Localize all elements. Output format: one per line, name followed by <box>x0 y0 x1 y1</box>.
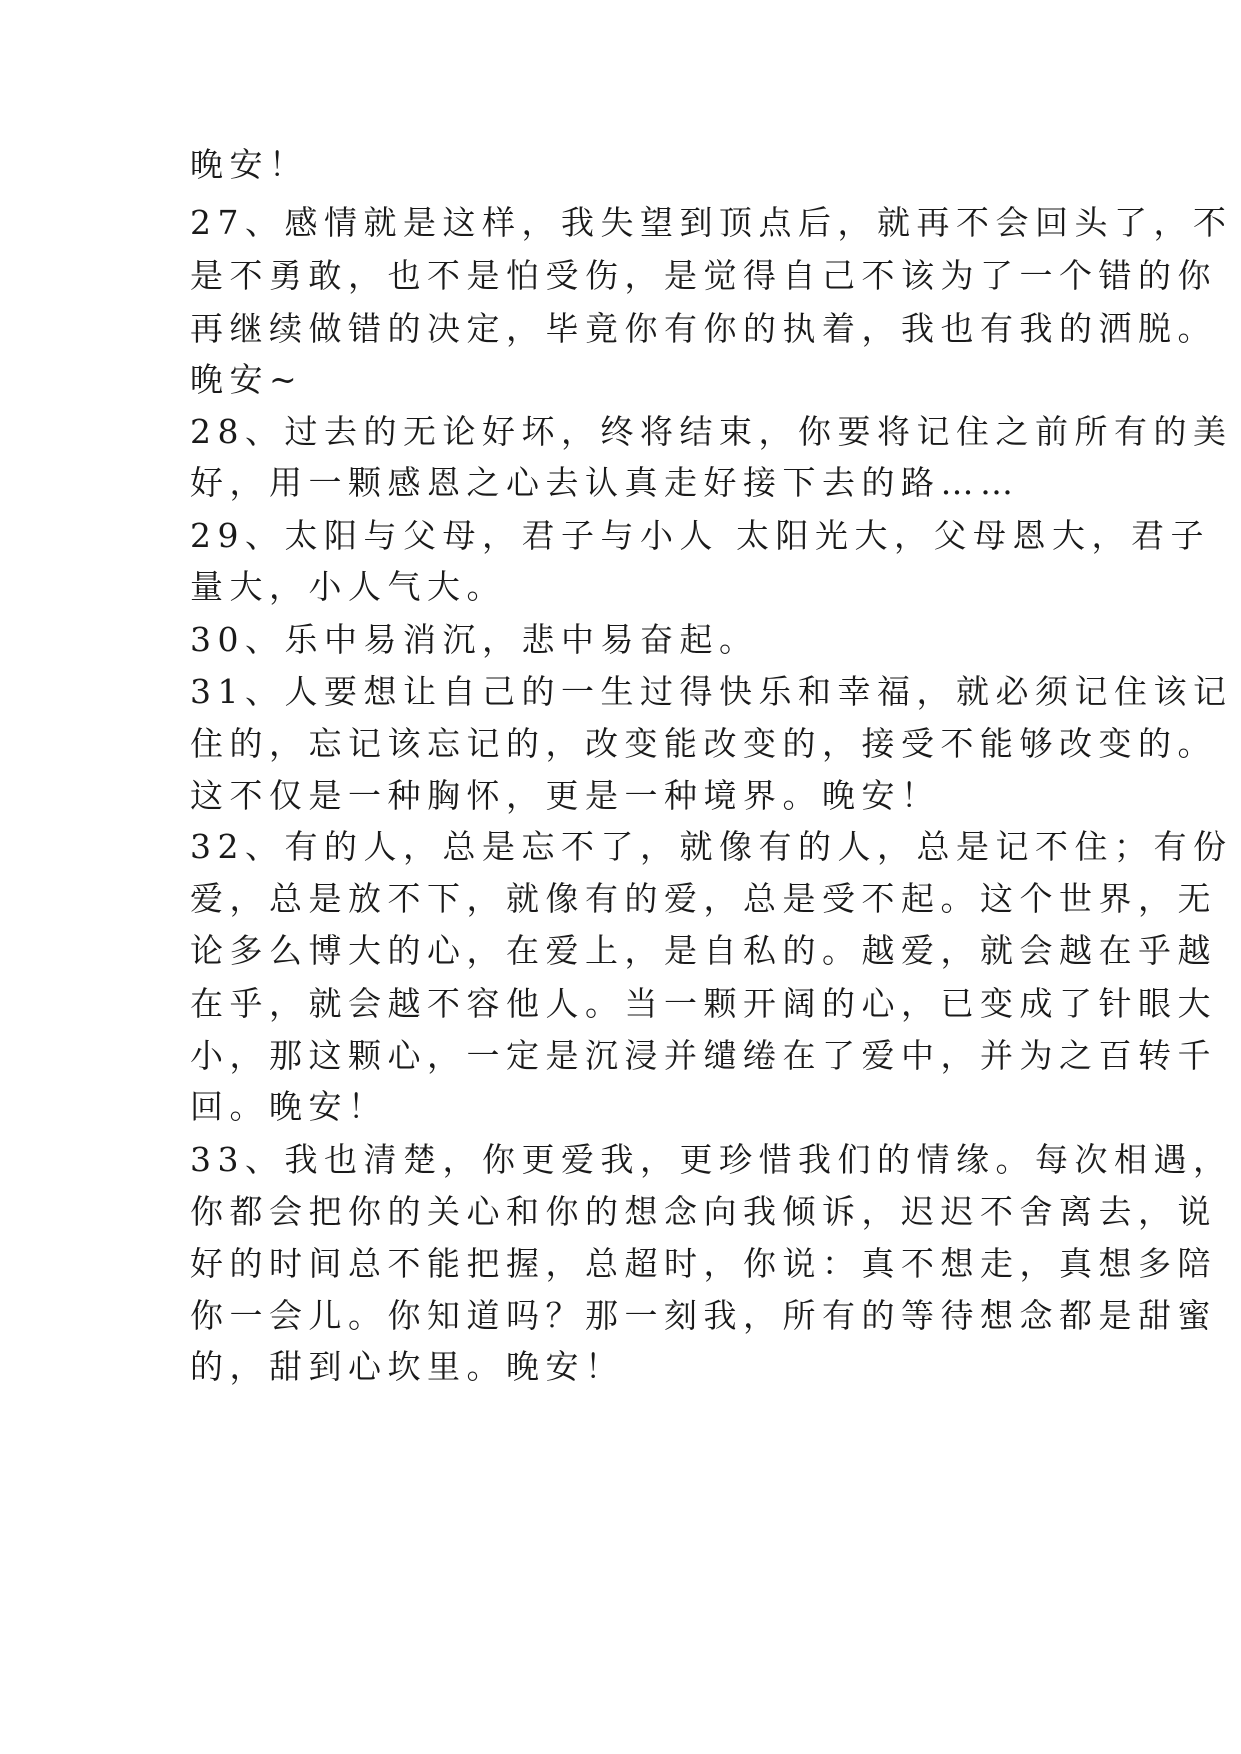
text-line: 30、乐中易消沉，悲中易奋起。 <box>190 620 759 659</box>
text-line: 论多么博大的心，在爱上，是自私的。越爱，就会越在乎越 <box>190 931 1217 970</box>
text-line: 33、我也清楚，你更爱我，更珍惜我们的情缘。每次相遇， <box>190 1140 1233 1179</box>
text-line: 好的时间总不能把握，总超时，你说：真不想走，真想多陪 <box>190 1244 1217 1283</box>
text-line: 小，那这颗心，一定是沉浸并缱绻在了爱中，并为之百转千 <box>190 1036 1217 1075</box>
text-line: 晚安~ <box>190 360 304 399</box>
text-line: 29、太阳与父母，君子与小人 太阳光大，父母恩大，君子 <box>190 516 1210 555</box>
text-line: 31、人要想让自己的一生过得快乐和幸福，就必须记住该记 <box>190 672 1233 711</box>
text-line: 你都会把你的关心和你的想念向我倾诉，迟迟不舍离去，说 <box>190 1192 1217 1231</box>
text-line: 回。晚安！ <box>190 1087 388 1126</box>
text-line: 爱，总是放不下，就像有的爱，总是受不起。这个世界，无 <box>190 879 1217 918</box>
text-line: 的，甜到心坎里。晚安！ <box>190 1347 625 1386</box>
text-line: 好，用一颗感恩之心去认真走好接下去的路…… <box>190 463 1020 502</box>
text-line: 是不勇敢，也不是怕受伤，是觉得自己不该为了一个错的你 <box>190 256 1217 295</box>
text-line: 晚安！ <box>190 145 309 184</box>
text-line: 28、过去的无论好坏，终将结束，你要将记住之前所有的美 <box>190 412 1233 451</box>
text-line: 你一会儿。你知道吗？那一刻我，所有的等待想念都是甜蜜 <box>190 1296 1217 1335</box>
text-line: 再继续做错的决定，毕竟你有你的执着，我也有我的洒脱。 <box>190 309 1217 348</box>
text-line: 32、有的人，总是忘不了，就像有的人，总是记不住；有份 <box>190 827 1233 866</box>
document-page <box>190 0 1233 1754</box>
text-line: 这不仅是一种胸怀，更是一种境界。晚安！ <box>190 776 941 815</box>
text-line: 住的，忘记该忘记的，改变能改变的，接受不能够改变的。 <box>190 724 1217 763</box>
text-line: 27、感情就是这样，我失望到顶点后，就再不会回头了，不 <box>190 203 1233 242</box>
text-line: 在乎，就会越不容他人。当一颗开阔的心，已变成了针眼大 <box>190 984 1217 1023</box>
text-line: 量大，小人气大。 <box>190 567 506 606</box>
